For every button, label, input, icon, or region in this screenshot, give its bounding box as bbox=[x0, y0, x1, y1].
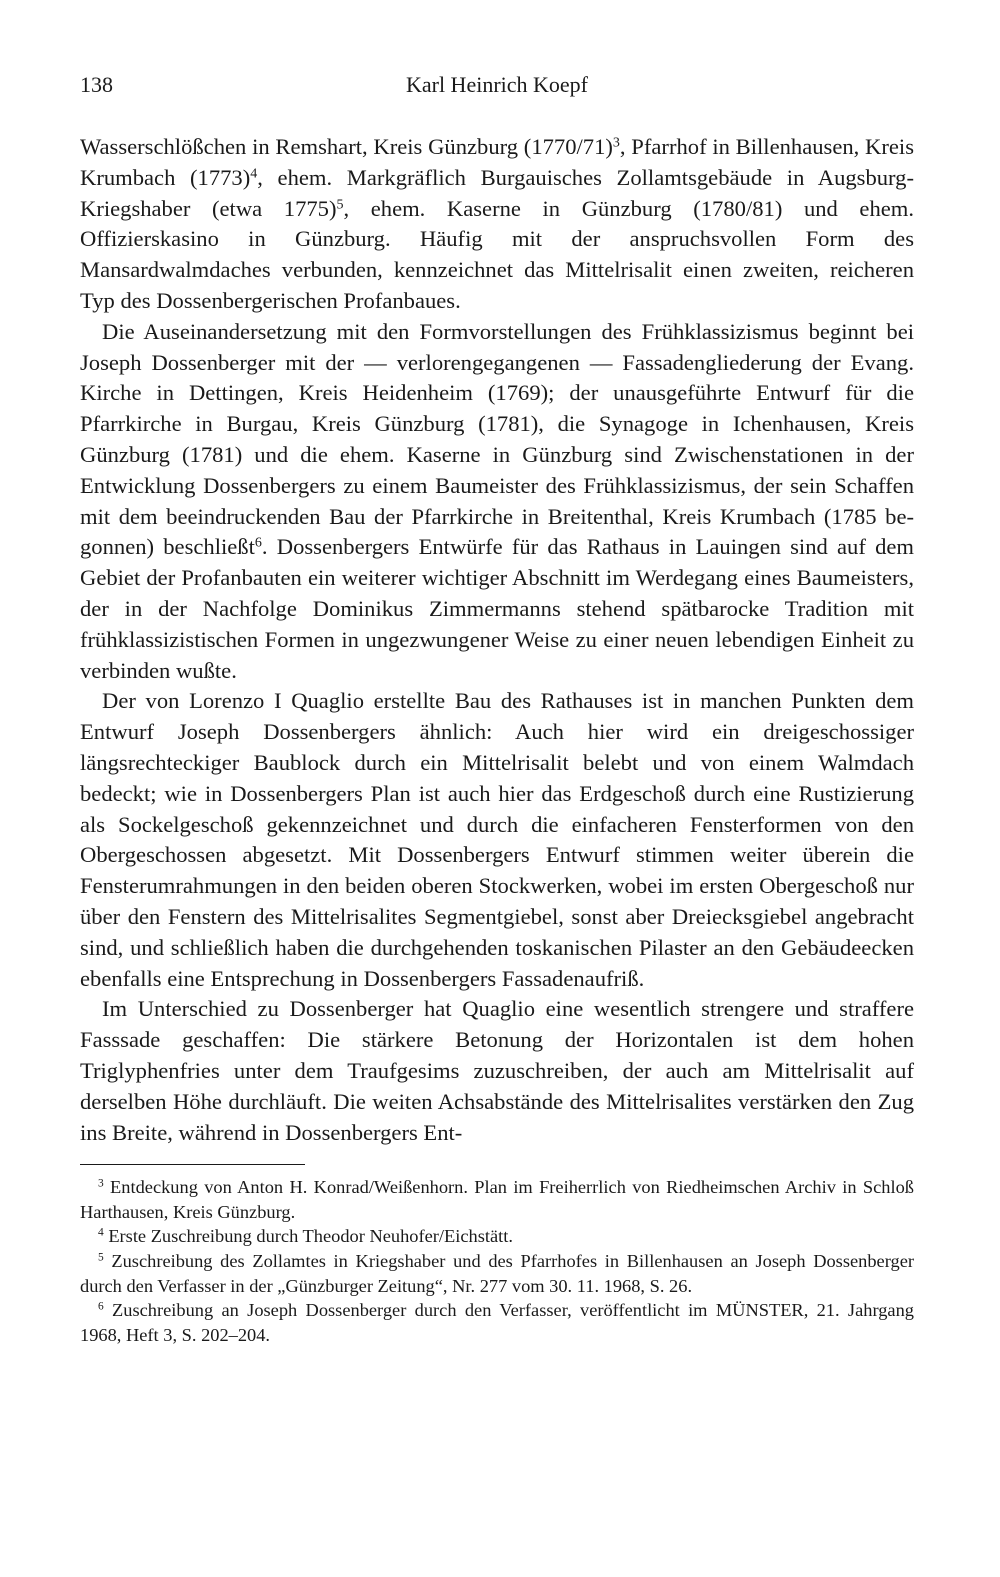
paragraph-text: , Pfarrhof in Billenhausen, Kreis Krumbach (1773) bbox=[80, 134, 914, 190]
footnote bbox=[80, 1224, 914, 1249]
footnote-text: Erste Zuschreibung durch Theodor Neuhofer/Eichstätt. bbox=[108, 1226, 513, 1247]
footnote-reference: 4 bbox=[250, 166, 258, 182]
footnote bbox=[80, 1249, 914, 1298]
footnote bbox=[80, 1298, 914, 1347]
paragraph-text: . Dossenbergers Entwürfe für das Rathaus in Lauingen sind auf dem Gebiet der Profanbauten ein weiterer wichtiger Abschnitt im Werdegang eines Baumeisters, der in der Nachfolge Dominikus Zimmermanns stehend spätbarocke Tradition mit frühklassizistischen Formen in ungezwungener Weise zu einer neuen lebendigen Einheit zu verbinden wußte. bbox=[80, 534, 914, 683]
body-paragraph bbox=[80, 317, 914, 687]
footnote-divider bbox=[80, 1164, 305, 1165]
footnote-marker: 6 bbox=[98, 1301, 104, 1313]
body-paragraph bbox=[80, 132, 914, 317]
footnote-reference: 5 bbox=[336, 196, 344, 212]
paragraph-text: Im Unterschied zu Dossenberger hat Quaglio eine wesentlich strengere und straffere Fasssade geschaffen: Die stärkere Betonung der Horizontalen ist dem hohen Triglyphenfries unter dem Traufgesims zuzuschreiben, der auch am Mittelrisalit auf derselben Höhe durchläuft. Die weiten Achsabstände des Mittelrisalites verstärken den Zug ins Breite, während in Dossenbergers Ent- bbox=[80, 996, 914, 1145]
footnote-text: Zuschreibung des Zollamtes in Kriegshaber und des Pfarrhofes in Billenhausen an Joseph Dossenberger durch den Verfasser in der „Günzburger Zeitung“, Nr. 277 vom 30. 11. 1968, S. 26. bbox=[80, 1251, 914, 1296]
paragraph-text: Die Auseinandersetzung mit den Formvorstellungen des Frühklassizismus beginnt bei Joseph Dossenberger mit der — verlorengegangenen — Fassadengliederung der Evang. Kirche in Dettingen, Kreis Heidenheim (1769); der unausgeführte Entwurf für die Pfarrkirche in Burgau, Kreis Günzburg (1781), die Synagoge in Ichenhausen, Kreis Günzburg (1781) und die ehem. Kaserne in Günzburg sind Zwischenstationen in der Entwicklung Dossenbergers zu einem Baumeister des Frühklassizismus, der sein Schaffen mit dem beeindruckenden Bau der Pfarrkirche in Breitenthal, Kreis Krumbach (1785 begonnen) beschließt bbox=[80, 318, 914, 560]
body-text bbox=[80, 132, 914, 1148]
footnotes bbox=[80, 1175, 914, 1347]
footnote-reference: 3 bbox=[612, 135, 620, 151]
paragraph-text: , ehem. Markgräflich Burgauisches Zollamtsgebäude in Augsburg-Kriegshaber (etwa 1775) bbox=[80, 164, 914, 221]
paragraph-text: Der von Lorenzo I Quaglio erstellte Bau des Rathauses ist in manchen Punkten dem Entwurf Joseph Dossenbergers ähnlich: Auch hier wird ein dreigeschossiger längsrechteckiger Baublock durch ein Mittelrisalit belebt und von einem Walmdach bedeckt; wie in Dossenbergers Plan ist auch hier das Erdgeschoß durch eine Rustizierung als Sockelgeschoß gekennzeichnet und durch die einfacheren Fensterformen von den Obergeschossen abgesetzt. Mit Dossenbergers Entwurf stimmen weiter überein die Fensterumrahmungen in den beiden oberen Stockwerken, wobei im ersten Obergeschoß nur über den Fenstern des Mittelrisalites Segmentgiebel, sonst aber Dreiecksgiebel angebracht sind, und schließlich haben die durchgehenden toskanischen Pilaster an den Gebäudeecken ebenfalls eine Entsprechung in Dossenbergers Fassadenaufriß. bbox=[80, 688, 914, 991]
paragraph-text: , ehem. Kaserne in Günzburg (1780/81) und ehem. Offizierskasino in Günzburg. Häufig mit der anspruchsvollen Form des Mansardwalmdaches verbunden, kennzeichnet das Mittelrisalit einen zweiten, reicheren Typ des Dossenbergerischen Profanbaues. bbox=[80, 195, 915, 313]
page-number: 138 bbox=[80, 72, 113, 97]
page bbox=[80, 72, 914, 1347]
footnote-marker: 3 bbox=[98, 1178, 104, 1191]
running-head: Karl Heinrich Koepf bbox=[405, 72, 589, 97]
body-paragraph bbox=[80, 994, 914, 1148]
footnote-reference: 6 bbox=[254, 535, 262, 551]
footnote-text: Entdeckung von Anton H. Konrad/Weißenhorn. Plan im Freiherrlich von Riedheimschen Archiv in Schloß Harthausen, Kreis Günzburg. bbox=[80, 1177, 914, 1222]
body-paragraph bbox=[80, 686, 914, 994]
footnote bbox=[80, 1175, 914, 1224]
footnote-marker: 5 bbox=[98, 1251, 104, 1264]
page-header bbox=[80, 72, 914, 112]
footnote-marker: 4 bbox=[98, 1227, 104, 1240]
paragraph-text: Wasserschlößchen in Remshart, Kreis Günzburg (1770/71) bbox=[80, 134, 613, 159]
footnote-text: Zuschreibung an Joseph Dossenberger durch den Verfasser, veröffentlicht im MÜNSTER, 21. Jahrgang 1968, Heft 3, S. 202–204. bbox=[80, 1300, 914, 1345]
